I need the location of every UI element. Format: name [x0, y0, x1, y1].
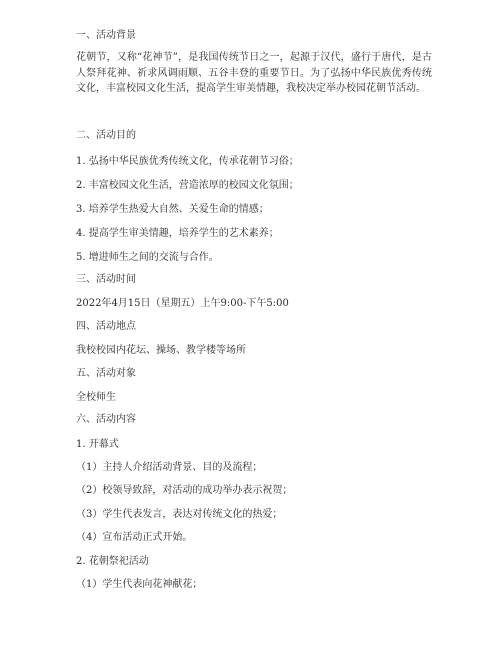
opening-item: （2）校领导致辞，对活动的成功举办表示祝贺； [76, 485, 293, 496]
ritual-item: （1）学生代表向花神献花； [76, 579, 203, 590]
purpose-item: 3. 培养学生热爱大自然、关爱生命的情感； [76, 204, 269, 215]
section-heading-content: 六、活动内容 [76, 414, 136, 425]
purpose-item: 1. 弘扬中华民族优秀传统文化，传承花朝节习俗； [76, 156, 299, 167]
event-audience: 全校师生 [76, 392, 116, 403]
section-heading-purpose: 二、活动目的 [76, 130, 136, 141]
section-heading-audience: 五、活动对象 [76, 368, 136, 379]
event-time: 2022年4月15日（星期五）上午9:00-下午5:00 [76, 298, 289, 309]
opening-item: （1）主持人介绍活动背景、目的及流程； [76, 462, 263, 473]
section-heading-time: 三、活动时间 [76, 274, 136, 285]
purpose-item: 2. 丰富校园文化生活，营造浓厚的校园文化氛围； [76, 180, 299, 191]
purpose-item: 5. 增进师生之间的交流与合作。 [76, 252, 219, 263]
opening-item: （4）宣布活动正式开始。 [76, 532, 193, 543]
background-paragraph: 花朝节，又称“花神节”，是我国传统节日之一，起源于汉代，盛行于唐代，是古人祭拜花神、祈求风调雨顺、五谷丰登的重要节日。为了弘扬中华民族优秀传统文化，丰富校园文化生活，提高学生审美情趣，我校决定举办校园花朝节活动。 [76, 52, 432, 94]
section-heading-location: 四、活动地点 [76, 321, 136, 332]
opening-item: （3）学生代表发言，表达对传统文化的热爱； [76, 509, 283, 520]
content-subheading-ritual: 2. 花朝祭祀活动 [76, 556, 149, 567]
purpose-item: 4. 提高学生审美情趣，培养学生的艺术素养； [76, 228, 279, 239]
content-subheading-opening: 1. 开幕式 [76, 439, 119, 450]
event-location: 我校校园内花坛、操场、教学楼等场所 [76, 345, 246, 356]
section-heading-background: 一、活动背景 [76, 30, 136, 41]
